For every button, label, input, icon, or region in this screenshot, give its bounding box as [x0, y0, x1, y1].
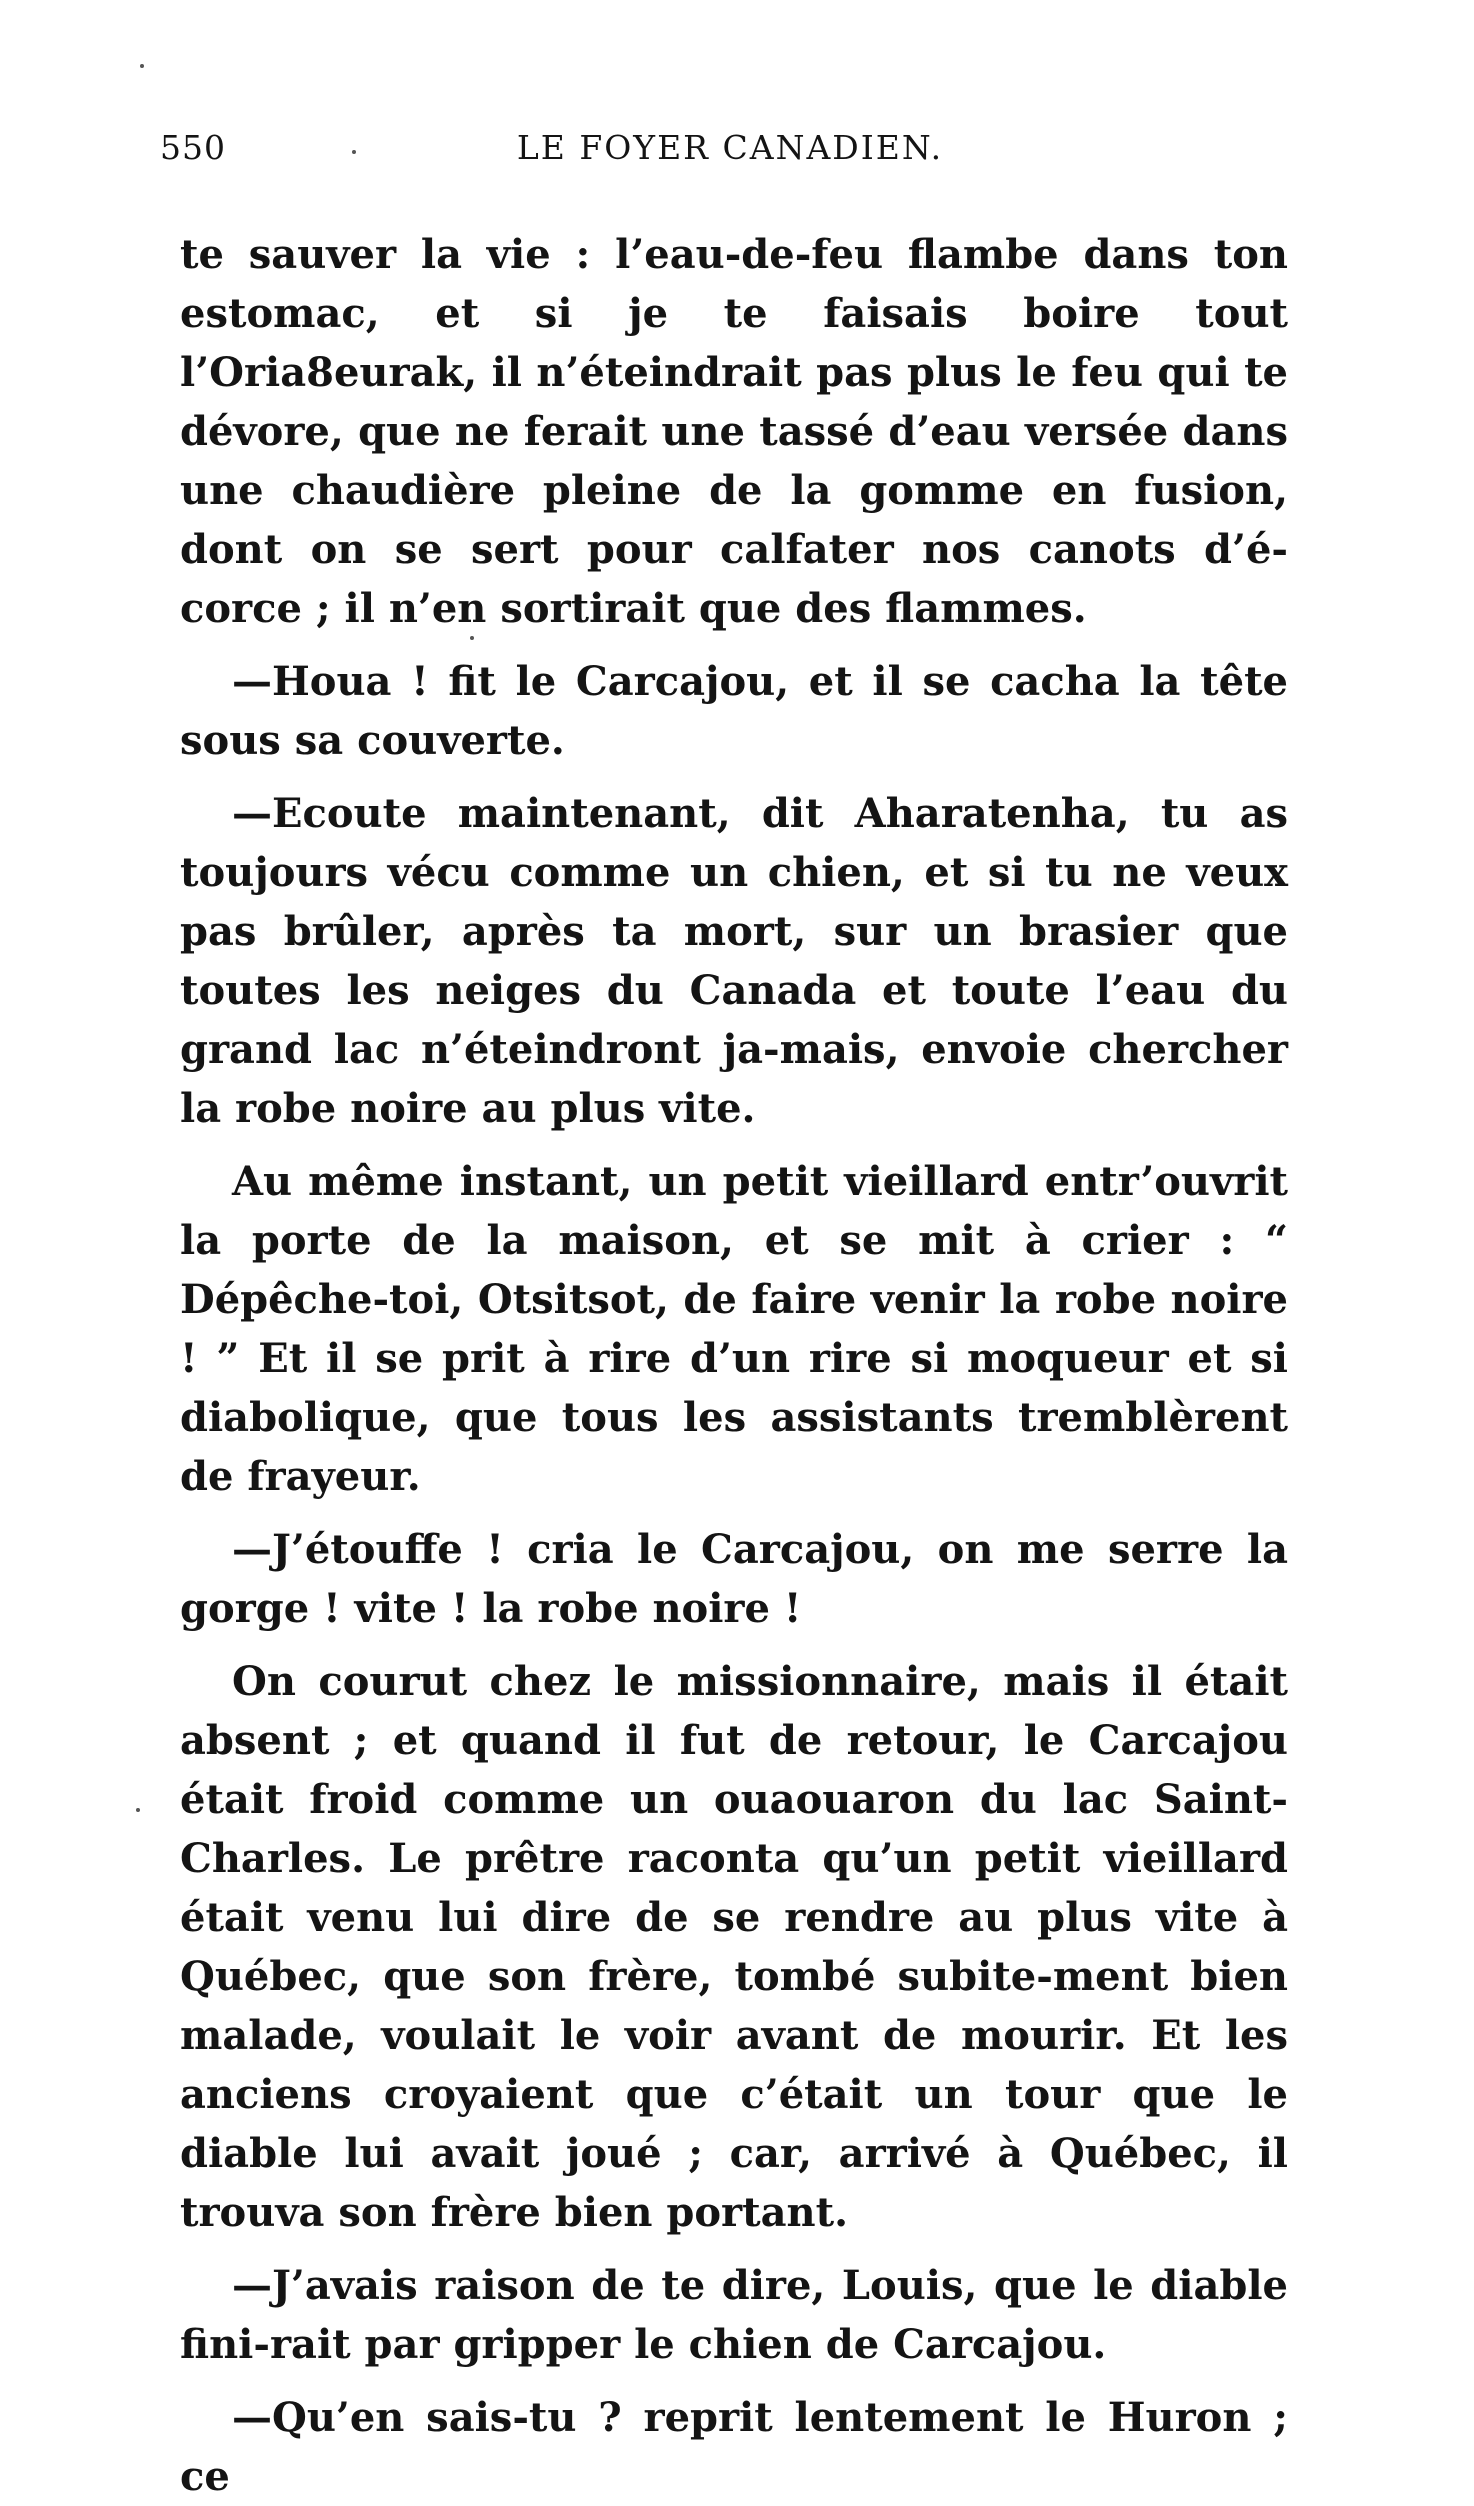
paragraph-dialogue: —Ecoute maintenant, dit Aharatenha, tu as toujours vécu comme un chien, et si tu ne veux pas brûler, après ta mort, sur un brasier que toutes les neiges du Canada et toute l’eau du grand lac n’éteindront ja-mais, envoie chercher la robe noire au plus vite.	[180, 790, 1288, 1132]
paragraph-dialogue-continued: —Qu’en sais-tu ? reprit lentement le Huron ; ce	[180, 2394, 1288, 2500]
paragraph-dialogue: —J’étouffe ! cria le Carcajou, on me serre la gorge ! vite ! la robe noire !	[180, 1526, 1288, 1632]
running-title: LE FOYER CANADIEN.	[516, 128, 944, 167]
paragraph-dialogue: —J’avais raison de te dire, Louis, que le diable fini-rait par gripper le chien de Carcajou.	[180, 2262, 1288, 2368]
paragraph-continuation: te sauver la vie : l’eau-de-feu flambe dans ton estomac, et si je te faisais boire tout l’Oria8eurak, il n’éteindrait pas plus le feu qui te dévore, que ne ferait une tassé d’eau versée dans une chaudière pleine de la gomme en fusion, dont on se sert pour calfater nos canots d’é-corce ; il n’en sortirait que des flammes.	[180, 231, 1288, 632]
paragraph-narrative: Au même instant, un petit vieillard entr’ouvrit la porte de la maison, et se mit à crier : “ Dépêche-toi, Otsitsot, de faire venir la robe noire ! ” Et il se prit à rire d’un rire si moqueur et si diabolique, que tous les assistants tremblèrent de frayeur.	[180, 1158, 1288, 1500]
page-number: 550	[160, 128, 226, 167]
body-text	[180, 225, 1288, 2506]
print-speck	[136, 1808, 140, 1812]
print-speck	[352, 150, 356, 154]
running-head	[160, 128, 1300, 188]
paragraph-narrative: On courut chez le missionnaire, mais il était absent ; et quand il fut de retour, le Carcajou était froid comme un ouaouaron du lac Saint-Charles. Le prêtre raconta qu’un petit vieillard était venu lui dire de se rendre au plus vite à Québec, que son frère, tombé subite-ment bien malade, voulait le voir avant de mourir. Et les anciens croyaient que c’était un tour que le diable lui avait joué ; car, arrivé à Québec, il trouva son frère bien portant.	[180, 1658, 1288, 2236]
paragraph-dialogue: —Houa ! fit le Carcajou, et il se cacha la tête sous sa couverte.	[180, 658, 1288, 764]
print-speck	[470, 636, 474, 640]
print-speck	[140, 64, 144, 68]
